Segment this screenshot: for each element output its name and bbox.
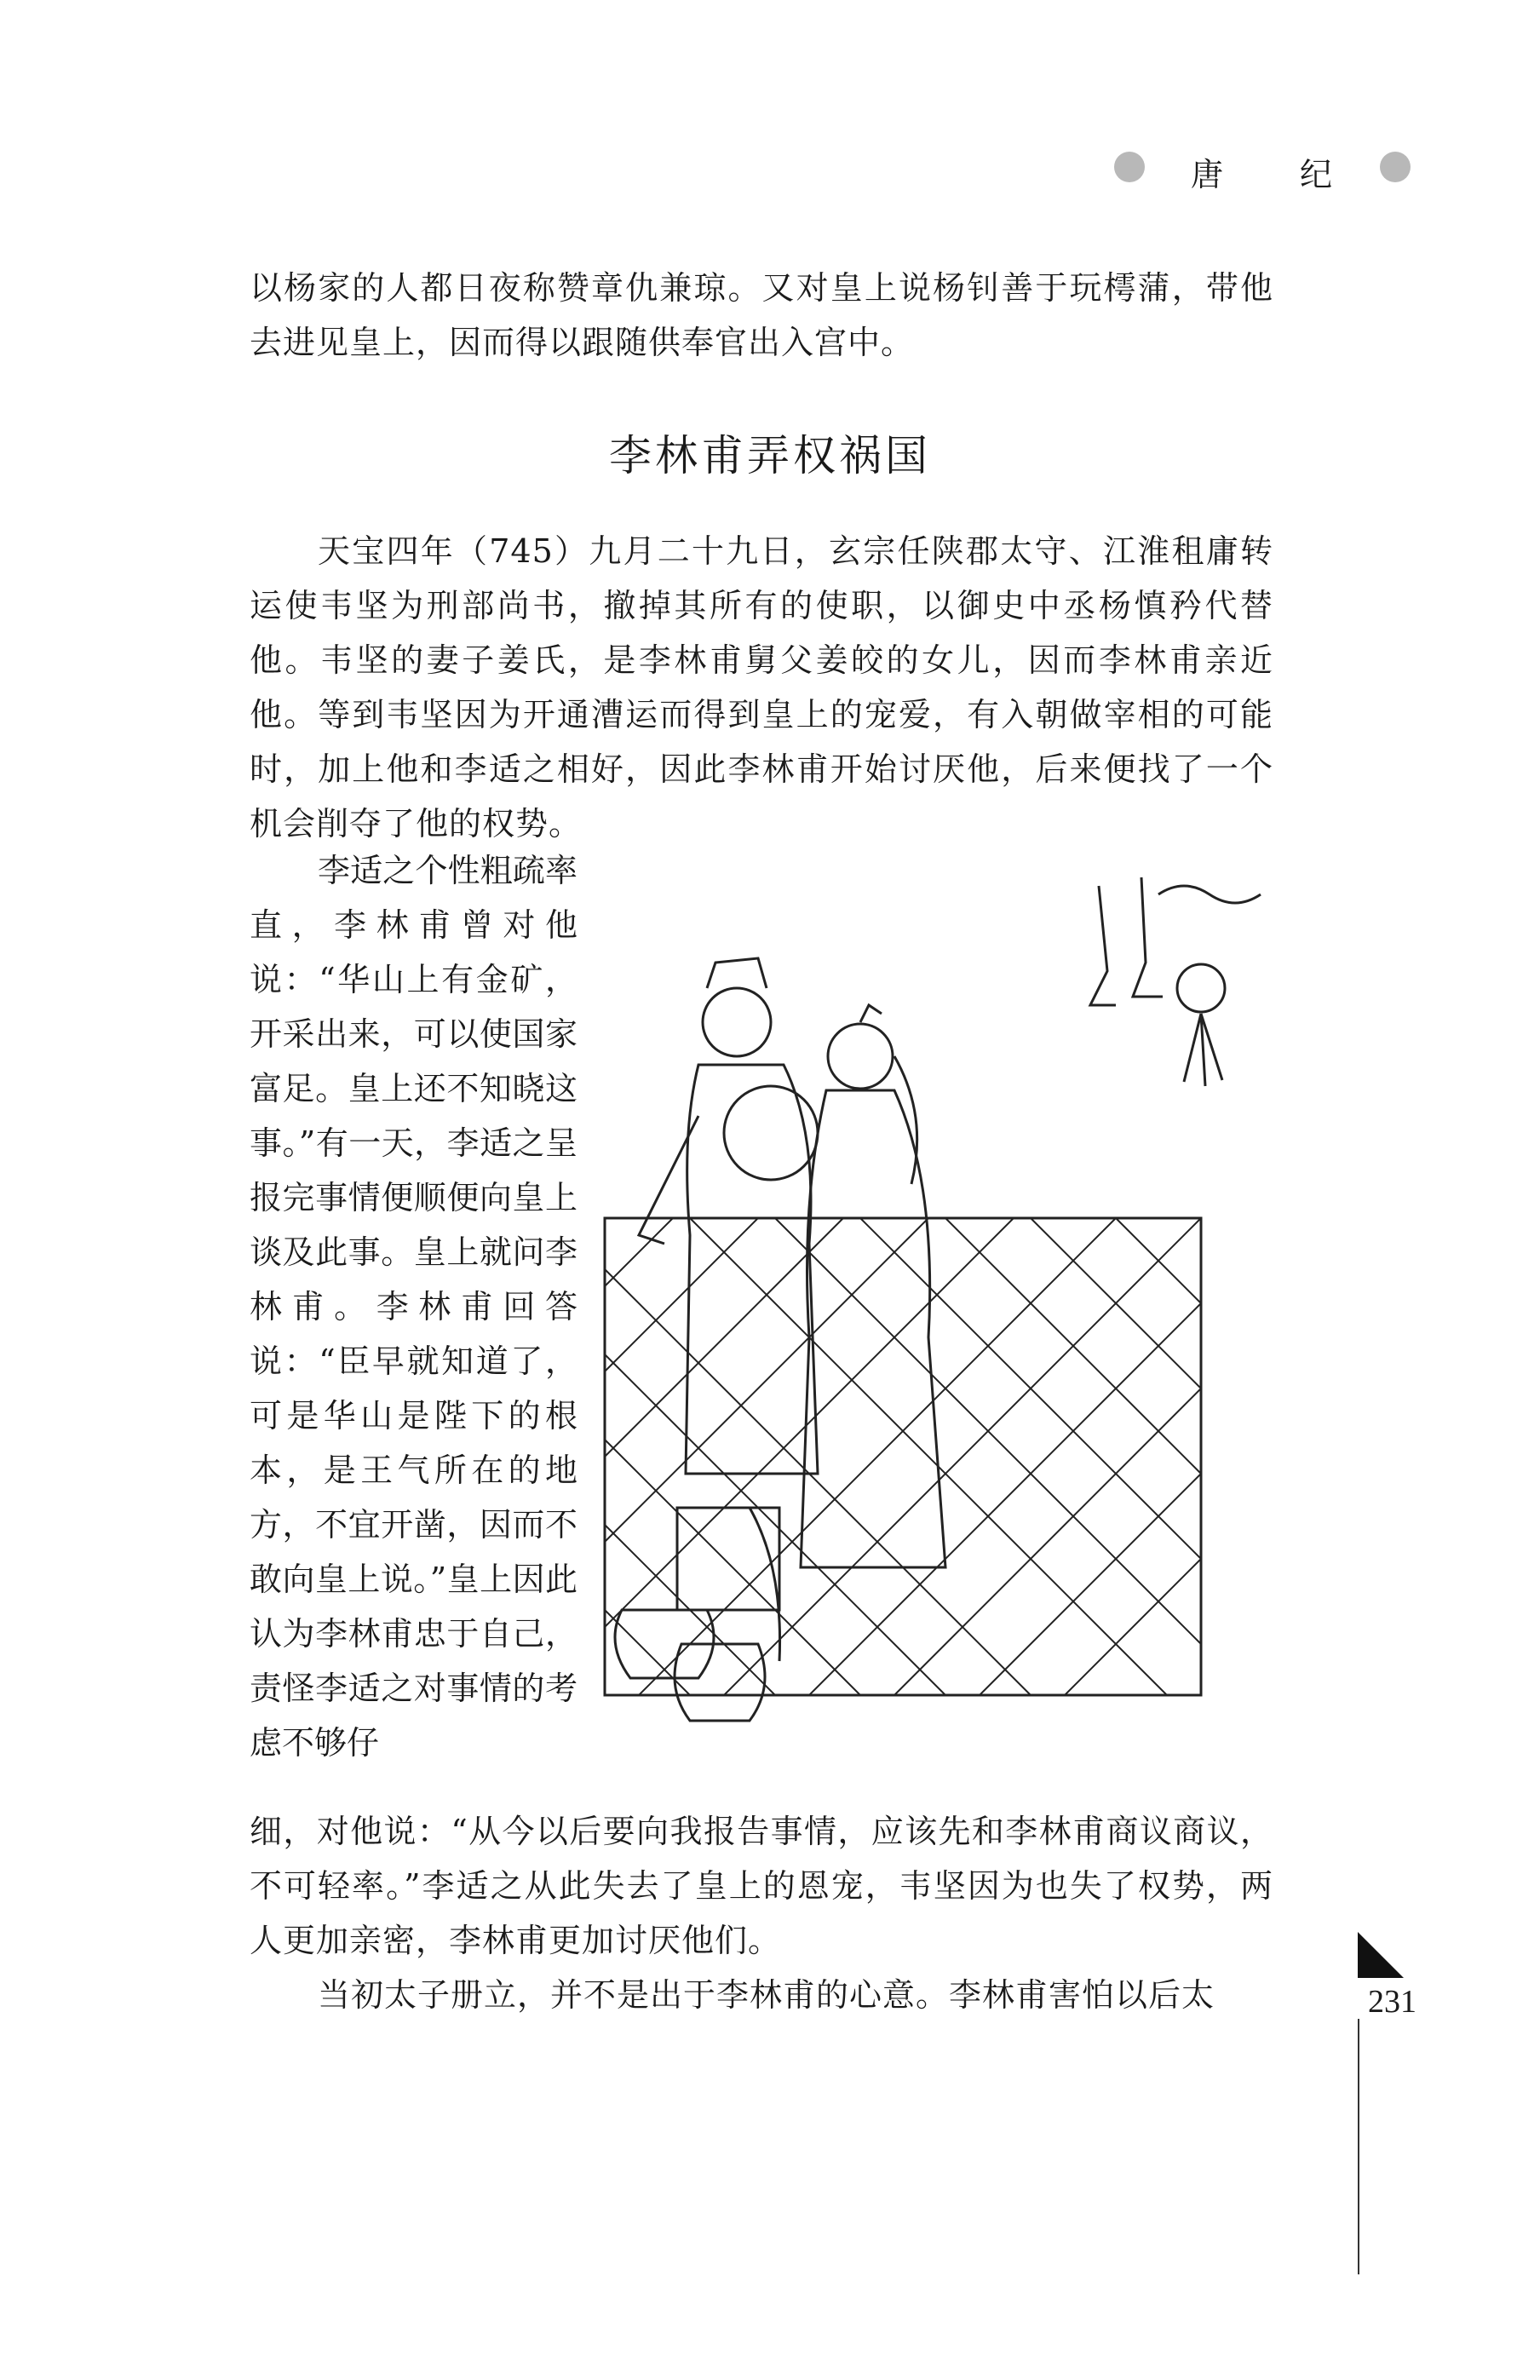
- basket-right: [675, 1644, 765, 1721]
- section-title: 李林甫弄权祸国: [609, 431, 931, 480]
- header-title-char-2: 纪: [1300, 156, 1333, 193]
- tassel-left: [1090, 886, 1116, 1005]
- paragraph-2-wrapped: 李适之个性粗疏率直，李林甫曾对他说：“华山上有金矿，开采出来，可以使国家富足。皇上还不知晓这事。”有一天，李适之呈报完事情便顺便向皇上谈及此事。皇上就问李林甫。李林甫回答说：“臣早就知道了，可是华山是陛下的根本，是王气所在的地方，不宜开凿，因而不敢向皇上说。”皇上因此认为李林甫忠于自己，责怪李适之对事情的考虑不够仔: [250, 852, 578, 1762]
- figure-2-head: [828, 1024, 893, 1089]
- page-number: 231: [1368, 1984, 1416, 2020]
- header-title-char-1: 唐: [1191, 156, 1224, 193]
- water-tub: [677, 1508, 779, 1610]
- figure-1-robe: [686, 1065, 818, 1474]
- figure-1-head: [703, 988, 771, 1056]
- header-dot-right: [1380, 152, 1411, 182]
- paragraph-2-continued: 细，对他说：“从今以后要向我报告事情，应该先和李林甫商议商议，不可轻率。”李适之从此失去了皇上的恩宠，韦坚因为也失了权势，两人更加亲密，李林甫更加讨厌他们。: [250, 1813, 1273, 1959]
- paragraph-3: 当初太子册立，并不是出于李林甫的心意。李林甫害怕以后太: [318, 1976, 1215, 2014]
- continuation-paragraph: 以杨家的人都日夜称赞章仇兼琼。又对皇上说杨钊善于玩樗蒲，带他去进见皇上，因而得以跟随供奉官出入宫中。: [250, 269, 1273, 361]
- paragraph-1: 天宝四年（745）九月二十九日，玄宗任陕郡太守、江淮租庸转运使韦坚为刑部尚书，撤掉其所有的使职，以御史中丞杨慎矜代替他。韦坚的妻子姜氏，是李林甫舅父姜皎的女儿，因而李林甫亲近他。等到韦坚因为开通漕运而得到皇上的宠爱，有入朝做宰相的可能时，加上他和李适之相好，因此李林甫开始讨厌他，后来便找了一个机会削夺了他的权势。: [250, 532, 1273, 842]
- illustration: [588, 860, 1269, 1780]
- running-header: [0, 143, 1540, 194]
- header-dot-left: [1114, 152, 1145, 182]
- page-corner-triangle: [1358, 1932, 1404, 1978]
- margin-rule: [1358, 2019, 1359, 2274]
- ornament-circle: [1177, 964, 1225, 1012]
